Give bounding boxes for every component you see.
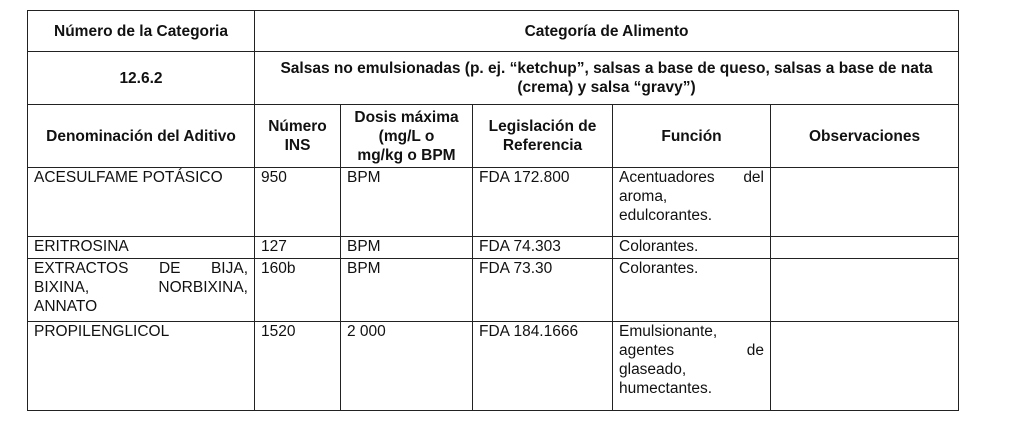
cell-legislation: FDA 74.303 (473, 237, 613, 259)
col-header-legislation (473, 105, 613, 168)
cell-function-line: edulcorantes. (619, 207, 713, 224)
cell-additive (28, 237, 255, 259)
cell-observations (771, 168, 959, 237)
cell-additive (28, 259, 255, 322)
cell-observations (771, 259, 959, 322)
additives-table (27, 10, 959, 411)
table-row (28, 237, 959, 259)
col-header-dose-line1: Dosis máxima (354, 108, 459, 126)
cell-function-line: Emulsionante, (619, 323, 718, 340)
category-description: Salsas no emulsionadas (p. ej. “ketchup”, salsas a base de queso, salsas a base de nata (crema) y salsa “gravy”) (255, 52, 959, 105)
cell-additive (28, 168, 255, 237)
cell-legislation: FDA 73.30 (473, 259, 613, 322)
cell-dose: BPM (341, 259, 473, 322)
col-header-ins (255, 105, 341, 168)
cell-function (613, 168, 771, 237)
cell-legislation: FDA 184.1666 (473, 322, 613, 411)
cell-additive-line: PROPILENGLICOL (34, 323, 170, 340)
col-header-ins-line1: Número (268, 118, 327, 135)
col-header-function: Función (613, 105, 771, 168)
cell-ins: 127 (255, 237, 341, 259)
cell-dose: BPM (341, 237, 473, 259)
cell-function (613, 322, 771, 411)
header-row-labels (28, 11, 959, 52)
col-header-dose-line3: mg/kg o BPM (357, 146, 456, 164)
cell-function-line: agentes de (619, 342, 764, 359)
col-header-additive: Denominación del Aditivo (28, 105, 255, 168)
col-header-observations: Observaciones (771, 105, 959, 168)
col-header-dose-line2: (mg/L o (378, 127, 435, 145)
col-header-legislation-line2: Referencia (502, 137, 583, 154)
header-row-values (28, 52, 959, 105)
cell-function (613, 259, 771, 322)
cell-function-line: aroma, (619, 188, 668, 205)
col-header-dose (341, 105, 473, 168)
table-row (28, 259, 959, 322)
cell-additive-line: ACESULFAME POTÁSICO (34, 169, 223, 186)
category-number-label: Número de la Categoria (28, 11, 255, 52)
table-row (28, 168, 959, 237)
cell-function (613, 237, 771, 259)
cell-additive-line: EXTRACTOS DE BIJA, (34, 260, 248, 277)
cell-function-line: Acentuadores del (619, 169, 764, 186)
cell-function-line: glaseado, (619, 361, 687, 378)
cell-observations (771, 237, 959, 259)
cell-ins: 1520 (255, 322, 341, 411)
cell-ins: 950 (255, 168, 341, 237)
table-row (28, 322, 959, 411)
cell-additive-line: BIXINA, NORBIXINA, (34, 279, 248, 296)
cell-ins: 160b (255, 259, 341, 322)
cell-dose: 2 000 (341, 322, 473, 411)
cell-function-line: humectantes. (619, 380, 713, 397)
cell-function-line: Colorantes. (619, 260, 699, 277)
food-category-label: Categoría de Alimento (255, 11, 959, 52)
cell-additive-line: ERITROSINA (34, 238, 129, 255)
cell-observations (771, 322, 959, 411)
cell-function-line: Colorantes. (619, 238, 699, 255)
col-header-ins-line2: INS (284, 137, 311, 154)
cell-additive-line: ANNATO (34, 298, 98, 315)
cell-dose: BPM (341, 168, 473, 237)
col-header-legislation-line1: Legislación de (488, 118, 597, 135)
additives-table-container (27, 10, 958, 411)
cell-additive (28, 322, 255, 411)
cell-legislation: FDA 172.800 (473, 168, 613, 237)
category-number: 12.6.2 (28, 52, 255, 105)
column-header-row (28, 105, 959, 168)
